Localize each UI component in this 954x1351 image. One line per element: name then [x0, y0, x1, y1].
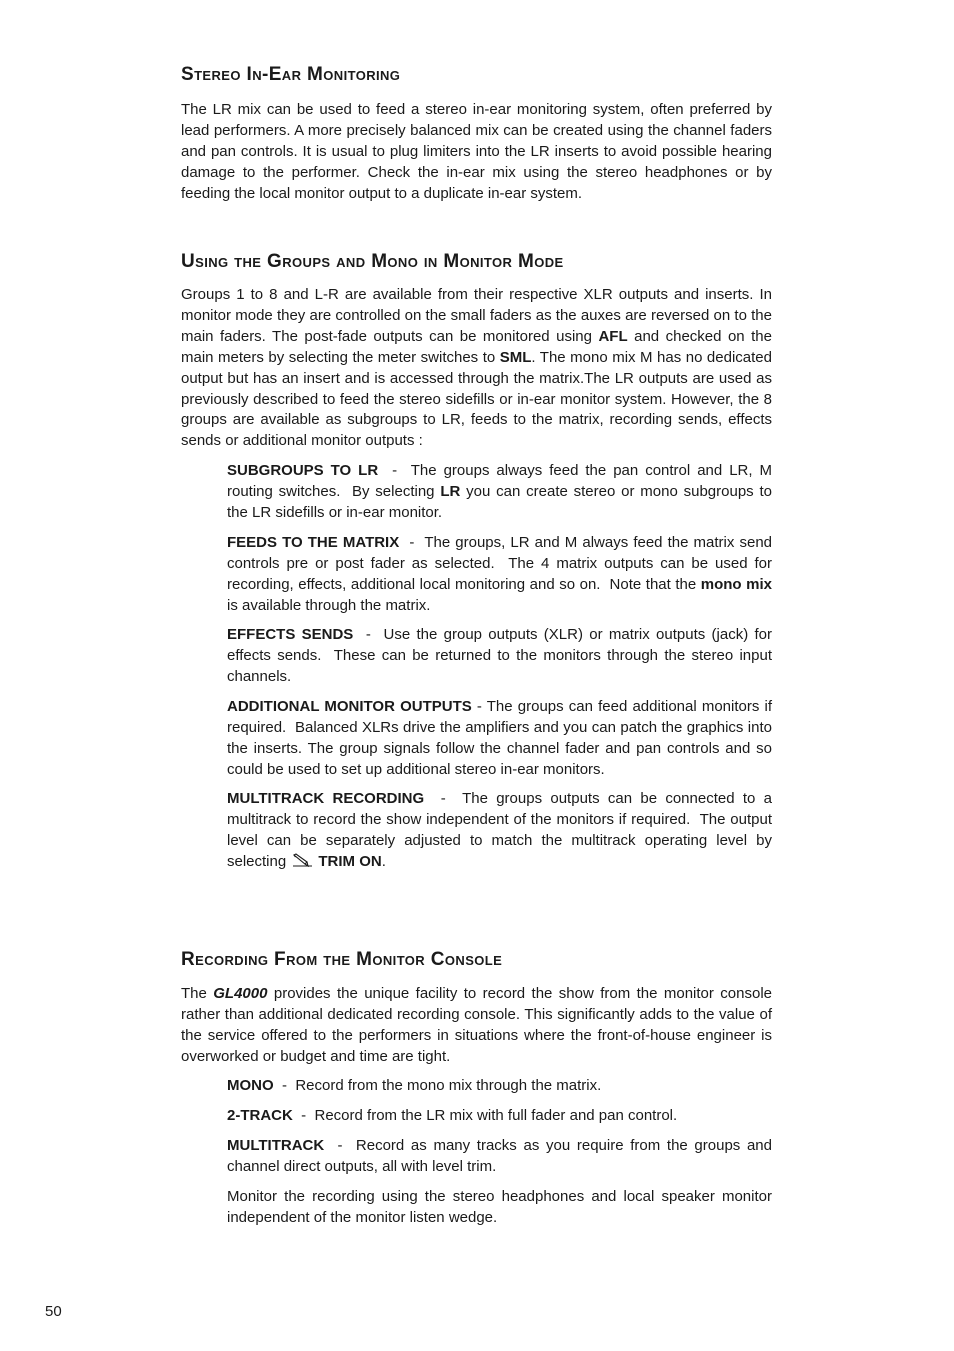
item-2-track: 2-TRACK - Record from the LR mix with full fader and pan control.: [227, 1107, 678, 1124]
item-label: FEEDS TO THE MATRIX: [227, 534, 400, 551]
item-mono: MONO - Record from the mono mix through the matrix.: [227, 1077, 602, 1094]
item-additional-monitor-outputs: ADDITIONAL MONITOR OUTPUTS - The groups can feed additional monitors if required. Balanced XLRs drive the amplifiers and you can patch the graphics into the inserts. The group signals follow the channel fader and pan controls and so could be used to set up additional stereo in-ear monitors.: [227, 698, 777, 778]
item-label: MONO: [227, 1077, 274, 1094]
item-effects-sends: EFFECTS SENDS - Use the group outputs (XLR) or matrix outputs (jack) for effects sends. These can be returned to the monitors through the stereo input channels.: [227, 626, 777, 685]
section-heading-recording: Recording From the Monitor Console: [181, 949, 503, 970]
item-multitrack: MULTITRACK - Record as many tracks as you require from the groups and channel direct outputs, all with level trim.: [227, 1137, 777, 1175]
product-name: GL4000: [213, 985, 268, 1002]
paragraph-groups-intro: Groups 1 to 8 and L-R are available from their respective XLR outputs and inserts. In monitor mode they are controlled on the small faders as the auxes are reversed on to the main faders. The post-fade outputs can be monitored using AFL and checked on the main meters by selecting the meter switches to SML. The mono mix M has no dedicated output but has an insert and is accessed through the matrix.The LR outputs are used as previously described to feed the stereo sidefills or in-ear monitor system. However, the 8 groups are available as subgroups to LR, feeds to the matrix, recording sends, effects sends or additional monitor outputs :: [181, 286, 772, 450]
sml-label: SML: [499, 348, 532, 366]
section-heading-stereo-in-ear: Stereo In-Ear Monitoring: [181, 64, 401, 85]
item-label: SUBGROUPS TO LR: [227, 462, 379, 479]
paragraph-recording-intro: The GL4000 provides the unique facility to record the show from the monitor console rather than additional dedicated recording console. This significantly adds to the value of the service offered to the performers in situations where the front-of-house engineer is overworked or budget and time are tight.: [181, 985, 772, 1065]
item-label: EFFECTS SENDS: [227, 626, 354, 643]
section-heading-groups-mono: Using the Groups and Mono in Monitor Mode: [181, 251, 564, 272]
page-number: 50: [45, 1303, 62, 1320]
item-label: MULTITRACK RECORDING: [227, 790, 425, 807]
item-subgroups-to-lr: SUBGROUPS TO LR - The groups always feed the pan control and LR, M routing switches. By selecting LR you can create stereo or mono subgroups to the LR sidefills or in-ear monitor.: [227, 462, 777, 521]
item-label: 2-TRACK: [227, 1107, 293, 1124]
afl-label: AFL: [598, 327, 628, 345]
item-feeds-to-matrix: FEEDS TO THE MATRIX - The groups, LR and M always feed the matrix send controls pre or post fader as selected. The 4 matrix outputs can be used for recording, effects, additional local monitoring and so on. Note that the mono mix is available through the matrix.: [227, 534, 777, 614]
paragraph-recording-closing: Monitor the recording using the stereo headphones and local speaker monitor independent of the monitor listen wedge.: [227, 1188, 772, 1226]
item-label: ADDITIONAL MONITOR OUTPUTS: [227, 698, 472, 715]
paragraph-stereo-in-ear: The LR mix can be used to feed a stereo in-ear monitoring system, often preferred by lead performers. A more precisely balanced mix can be created using the channel faders and pan controls. It is usual to plug limiters into the LR inserts to avoid possible hearing damage to the performer. Check the in-ear mix using the stereo headphones or by feeding the local monitor output to a duplicate in-ear system.: [181, 101, 772, 202]
item-label: MULTITRACK: [227, 1137, 325, 1154]
item-multitrack-recording: MULTITRACK RECORDING - The groups outputs can be connected to a multitrack to record the show independent of the monitors if required. The output level can be separately adjusted to match the multitrack operating level by selecting TRIM ON.: [227, 790, 777, 870]
pencil-icon: [292, 853, 314, 867]
